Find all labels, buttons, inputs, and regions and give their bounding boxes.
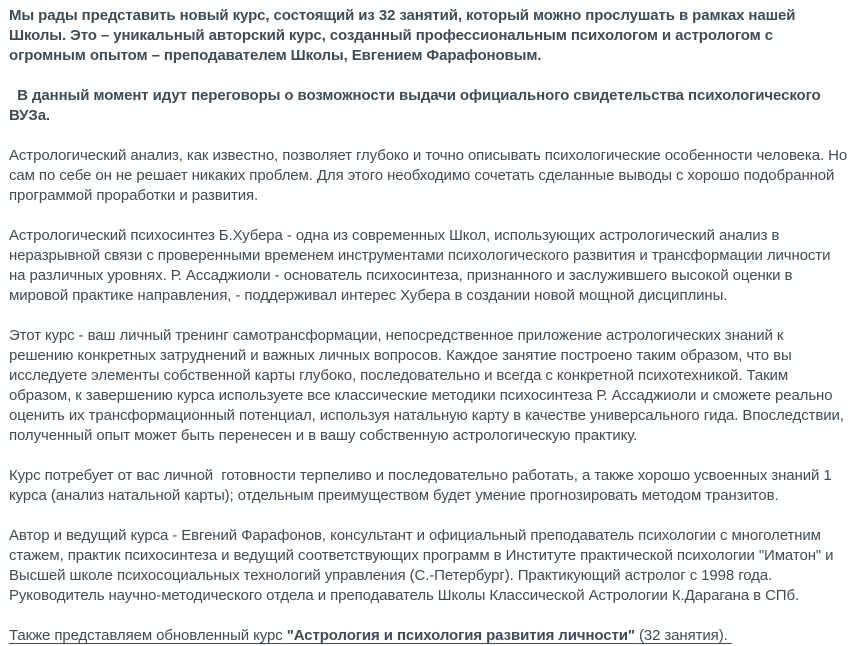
course-link-suffix: (32 занятия). <box>634 627 732 644</box>
paragraph-author-bio: Автор и ведущий курса - Евгений Фарафонов, консультант и официальный преподаватель психологии с многолетним стажем, практик психосинтеза и ведущий соответствующих программ в Институте практической психологии "Иматон" и Высшей школе психосоциальных технологий управления (С.-Петербург). Практикующий астролог с 1998 года. Руководитель научно-методического отдела и преподаватель Школы Классической Астрологии К.Дарагана в СПб. <box>9 527 838 604</box>
course-link-prefix: Также представляем обновленный курс <box>9 627 287 644</box>
course-link-title: "Астрология и психология развития личности" <box>286 627 635 644</box>
footer-link-paragraph <box>9 626 849 646</box>
announcement-paragraph <box>9 6 849 126</box>
paragraph-astro-analysis: Астрологический анализ, как известно, позволяет глубоко и точно описывать психологические особенности человека. Но сам по себе он не решает никаких проблем. Для этого необходимо сочетать сделанные выводы с хорошо подобранной программой проработки и развития. <box>9 147 852 204</box>
paragraph-course-description: Этот курс - ваш личный тренинг самотрансформации, непосредственное приложение астрологических знаний к решению конкретных затруднений и важных личных вопросов. Каждое занятие построено таким образом, что вы исследуете элементы собственной карты глубоко, последовательно и всегда с конкретной психотехникой. Таким образом, к завершению курса используете все классические методики психосинтеза Р. Ассаджиоли и сможете реально оценить их трансформационный потенциал, используя натальную карту в качестве универсального гида. Впоследствии, полученный опыт может быть перенесен и в вашу собственную астрологическую практику. <box>9 327 848 444</box>
announcement-note-text: В данный момент идут переговоры о возможности выдачи официального свидетельства психологического ВУЗа. <box>9 87 825 124</box>
updated-course-link[interactable] <box>9 627 732 644</box>
paragraph-course-requirements: Курс потребует от вас личной готовности терпеливо и последовательно работать, а также хорошо усвоенных знаний 1 курса (анализ натальной карты); отдельным преимуществом будет умение прогнозировать методом транзитов. <box>9 467 836 504</box>
paragraph-psychosynthesis-school: Астрологический психосинтез Б.Хубера - одна из современных Школ, использующих астрологический анализ в неразрывной связи с проверенными временем инструментами психологического развития и трансформации личности на различных уровнях. Р. Ассаджиоли - основатель психосинтеза, признанного и заслужившего высокой оценки в мировой практике направления, - поддерживал интерес Хубера в создании новой мощной дисциплины. <box>9 227 835 304</box>
announcement-main-text: Мы рады представить новый курс, состоящий из 32 занятий, который можно прослушать в рамках нашей Школы. Это – уникальный авторский курс, созданный профессиональным психологом и астрологом с огромным опытом – преподавателем Школы, Евгением Фарафоновым. <box>9 7 800 64</box>
